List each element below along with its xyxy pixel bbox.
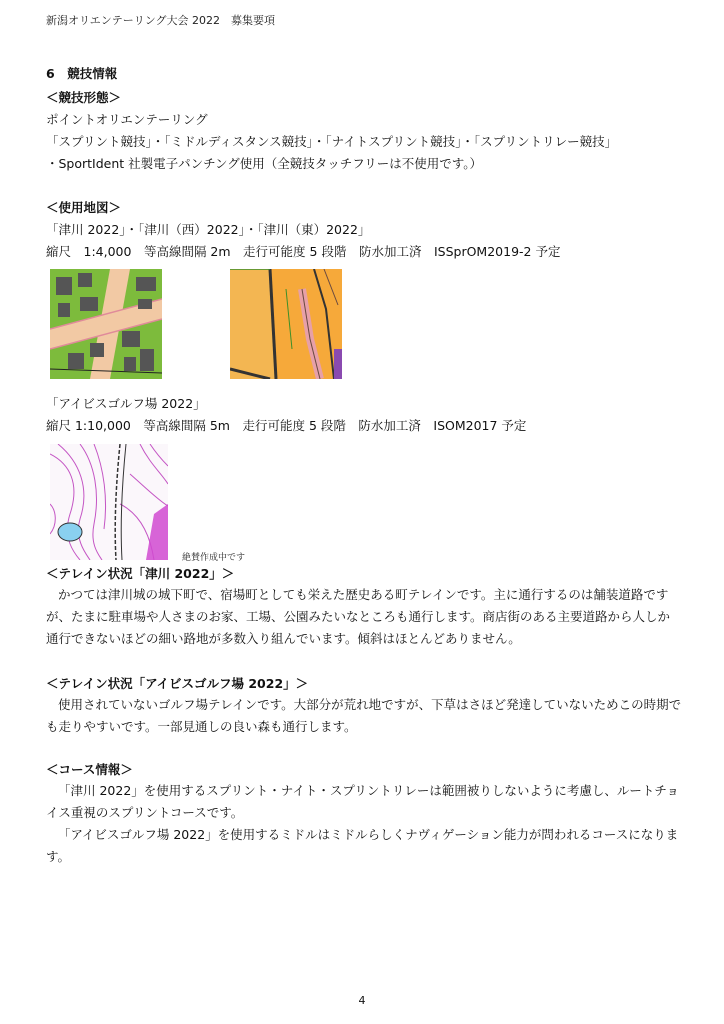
format-heading: ＜競技形態＞: [46, 90, 122, 105]
format-punching: ・SportIdent 社製電子パンチング使用（全競技タッチフリーは不使用です。）: [46, 156, 483, 171]
terrain-tsugawa-text: かつては津川城の城下町で、宿場町としても栄えた歴史ある町テレインです。主に通行するのは舗装道路ですが、たまに駐車場や人さまのお家、工場、公園みたいなところも通行します。商店街のある主要道路から人しか通行できないほどの細い路地が多数入り組んでいます。傾斜はほとんどありません。: [46, 587, 671, 646]
page-header: 新潟オリエンテーリング大会 2022 募集要項: [46, 14, 276, 27]
format-type: ポイントオリエンテーリング: [46, 112, 208, 127]
course-text-1: 「津川 2022」を使用するスプリント・ナイト・スプリントリレーは範囲被りしないように考慮し、ルートチョイス重視のスプリントコースです。: [46, 783, 680, 820]
ibis-map-name: 「アイビスゴルフ場 2022」: [46, 396, 206, 411]
tsugawa-map-names: 「津川 2022」・「津川（西）2022」・「津川（東）2022」: [46, 222, 371, 237]
course-heading: ＜コース情報＞: [46, 762, 133, 777]
ibis-map-image: [50, 444, 168, 560]
ibis-map-spec: 縮尺 1:10,000 等高線間隔 5m 走行可能度 5 段階 防水加工済 ISOM2017 予定: [46, 418, 527, 433]
format-events: 「スプリント競技」・「ミドルディスタンス競技」・「ナイトスプリント競技」・「スプリントリレー競技」: [46, 134, 618, 149]
tsugawa-map-spec: 縮尺 1:4,000 等高線間隔 2m 走行可能度 5 段階 防水加工済 ISSprOM2019-2 予定: [46, 244, 561, 259]
ibis-map-caption: 絶賛作成中です: [182, 553, 246, 563]
page-number: 4: [358, 994, 366, 1007]
course-text-2: 「アイビスゴルフ場 2022」を使用するミドルはミドルらしくナヴィゲーション能力が問われるコースになります。: [46, 827, 679, 864]
maps-heading: ＜使用地図＞: [46, 200, 122, 215]
terrain-tsugawa-heading: ＜テレイン状況「津川 2022」＞: [46, 566, 235, 581]
tsugawa-map-image-1: [50, 269, 162, 379]
terrain-ibis-heading: ＜テレイン状況「アイビスゴルフ場 2022」＞: [46, 676, 309, 691]
section-title: 6 競技情報: [46, 66, 118, 81]
terrain-ibis-text: 使用されていないゴルフ場テレインです。大部分が荒れ地ですが、下草はさほど発達していないためこの時期でも走りやすいです。一部見通しの良い森も通行します。: [46, 697, 682, 734]
tsugawa-map-image-2: [230, 269, 342, 379]
